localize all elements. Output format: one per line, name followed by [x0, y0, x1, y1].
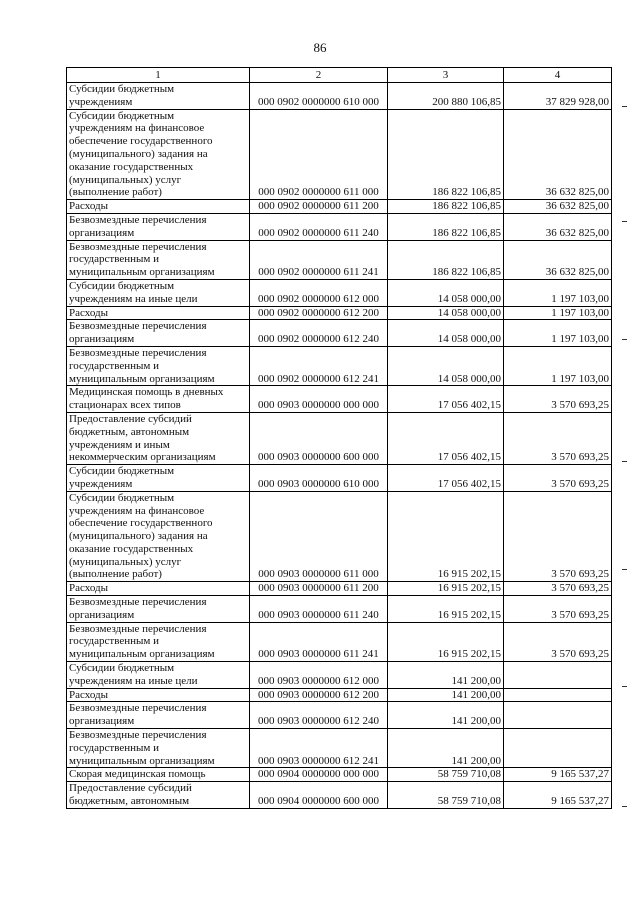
row-name-cell	[67, 782, 250, 809]
table-row	[67, 662, 612, 689]
table-row	[67, 240, 612, 279]
row-code-cell: 000 0902 0000000 612 000	[250, 279, 388, 306]
row-code-cell: 000 0903 0000000 600 000	[250, 412, 388, 464]
row-amount-1-cell: 17 056 402,15	[388, 465, 504, 492]
row-amount-1-cell: 58 759 710,08	[388, 768, 504, 782]
row-code-cell: 000 0903 0000000 611 240	[250, 596, 388, 623]
row-code-cell: 000 0902 0000000 611 200	[250, 200, 388, 214]
row-name-line: (муниципального) задания на	[69, 147, 208, 160]
margin-mark	[622, 806, 627, 807]
row-name-line: Субсидии бюджетным	[69, 662, 175, 675]
margin-mark	[622, 106, 627, 107]
row-name-line: Безвозмездные перечисления	[69, 702, 207, 715]
column-header: 3	[388, 68, 504, 83]
row-amount-1-cell: 17 056 402,15	[388, 412, 504, 464]
row-code-cell: 000 0903 0000000 611 000	[250, 491, 388, 582]
column-header: 4	[504, 68, 612, 83]
row-amount-2-cell: 1 197 103,00	[504, 346, 612, 385]
row-amount-2-cell	[504, 702, 612, 729]
row-name-cell	[67, 346, 250, 385]
row-name-line: бюджетным, автономным	[69, 425, 190, 438]
row-amount-2-cell: 3 570 693,25	[504, 465, 612, 492]
row-code-cell: 000 0902 0000000 611 240	[250, 213, 388, 240]
row-amount-1-cell: 16 915 202,15	[388, 622, 504, 661]
column-header: 2	[250, 68, 388, 83]
row-name-line: Безвозмездные перечисления	[69, 346, 207, 359]
row-code-cell: 000 0902 0000000 612 240	[250, 320, 388, 347]
row-name-line: Безвозмездные перечисления	[69, 213, 207, 226]
row-name-cell	[67, 688, 250, 702]
row-name-line: Предоставление субсидий	[69, 412, 192, 425]
row-name-line: государственным и	[69, 359, 159, 372]
row-name-line: организациям	[69, 333, 135, 346]
row-amount-1-cell: 141 200,00	[388, 729, 504, 768]
row-name-line: учреждениям на иные цели	[69, 292, 198, 305]
row-name-line: оказание государственных	[69, 160, 194, 173]
row-amount-2-cell: 1 197 103,00	[504, 306, 612, 320]
row-name-line: (муниципальных) услуг	[69, 555, 182, 568]
row-name-line: Расходы	[69, 306, 108, 319]
row-name-line: бюджетным, автономным	[69, 795, 190, 808]
row-amount-1-cell: 58 759 710,08	[388, 782, 504, 809]
row-name-line: Субсидии бюджетным	[69, 465, 175, 478]
row-name-cell	[67, 83, 250, 110]
table-row	[67, 729, 612, 768]
row-name-line: муниципальным организациям	[69, 266, 215, 279]
row-name-line: Субсидии бюджетным	[69, 279, 175, 292]
table-row	[67, 83, 612, 110]
row-amount-1-cell: 186 822 106,85	[388, 213, 504, 240]
margin-mark	[622, 686, 627, 687]
row-name-cell	[67, 582, 250, 596]
row-name-line: государственным и	[69, 741, 159, 754]
row-amount-2-cell: 36 632 825,00	[504, 213, 612, 240]
row-name-line: муниципальным организациям	[69, 372, 215, 385]
margin-mark	[622, 221, 627, 222]
row-name-line: организациям	[69, 226, 135, 239]
margin-mark	[622, 569, 627, 570]
row-amount-2-cell	[504, 729, 612, 768]
row-name-line: организациям	[69, 608, 135, 621]
table-row	[67, 320, 612, 347]
row-amount-1-cell: 200 880 106,85	[388, 83, 504, 110]
row-name-line: организациям	[69, 715, 135, 728]
table-row	[67, 386, 612, 413]
row-amount-1-cell: 14 058 000,00	[388, 306, 504, 320]
table-row	[67, 782, 612, 809]
row-name-cell	[67, 622, 250, 661]
row-amount-2-cell: 36 632 825,00	[504, 200, 612, 214]
row-amount-2-cell: 3 570 693,25	[504, 491, 612, 582]
row-name-line: Расходы	[69, 582, 108, 595]
row-code-cell: 000 0903 0000000 610 000	[250, 465, 388, 492]
row-name-line: Предоставление субсидий	[69, 782, 192, 795]
row-amount-2-cell: 1 197 103,00	[504, 279, 612, 306]
row-name-cell	[67, 109, 250, 200]
table-row	[67, 768, 612, 782]
table-body	[67, 83, 612, 809]
row-amount-2-cell: 9 165 537,27	[504, 782, 612, 809]
row-amount-1-cell: 16 915 202,15	[388, 596, 504, 623]
row-name-line: государственным и	[69, 635, 159, 648]
row-name-cell	[67, 768, 250, 782]
row-amount-2-cell	[504, 662, 612, 689]
table-row	[67, 306, 612, 320]
row-name-line: муниципальным организациям	[69, 754, 215, 767]
row-name-line: Медицинская помощь в дневных	[69, 386, 224, 399]
row-name-line: Безвозмездные перечисления	[69, 596, 207, 609]
row-name-line: Безвозмездные перечисления	[69, 320, 207, 333]
table-row	[67, 465, 612, 492]
row-name-cell	[67, 240, 250, 279]
row-name-cell	[67, 279, 250, 306]
table-row	[67, 491, 612, 582]
row-name-line: стационарах всех типов	[69, 399, 181, 412]
page-number: 86	[313, 40, 327, 55]
row-amount-2-cell: 36 632 825,00	[504, 240, 612, 279]
table-row	[67, 582, 612, 596]
row-name-line: учреждениям на финансовое	[69, 122, 205, 135]
row-name-cell	[67, 596, 250, 623]
row-name-line: учреждениям	[69, 95, 133, 108]
row-name-line: Расходы	[69, 688, 108, 701]
row-code-cell: 000 0903 0000000 612 000	[250, 662, 388, 689]
row-name-line: учреждениям и иным	[69, 438, 170, 451]
row-name-cell	[67, 320, 250, 347]
header-row	[67, 68, 612, 83]
row-name-cell	[67, 386, 250, 413]
row-code-cell: 000 0902 0000000 612 241	[250, 346, 388, 385]
row-amount-1-cell: 141 200,00	[388, 702, 504, 729]
table-row	[67, 622, 612, 661]
budget-table	[66, 67, 612, 809]
row-code-cell: 000 0903 0000000 612 200	[250, 688, 388, 702]
row-code-cell: 000 0903 0000000 612 240	[250, 702, 388, 729]
row-amount-1-cell: 17 056 402,15	[388, 386, 504, 413]
row-name-line: Безвозмездные перечисления	[69, 622, 207, 635]
row-amount-1-cell: 14 058 000,00	[388, 320, 504, 347]
row-amount-1-cell: 14 058 000,00	[388, 346, 504, 385]
row-name-line: (выполнение работ)	[69, 568, 162, 581]
row-code-cell: 000 0903 0000000 611 200	[250, 582, 388, 596]
row-amount-2-cell: 3 570 693,25	[504, 596, 612, 623]
row-name-line: (выполнение работ)	[69, 186, 162, 199]
row-name-line: учреждениям на финансовое	[69, 504, 205, 517]
table-row	[67, 109, 612, 200]
row-name-line: Субсидии бюджетным	[69, 491, 175, 504]
row-amount-2-cell: 36 632 825,00	[504, 109, 612, 200]
row-name-line: Субсидии бюджетным	[69, 109, 175, 122]
row-amount-1-cell: 186 822 106,85	[388, 200, 504, 214]
row-name-line: некоммерческим организациям	[69, 451, 216, 464]
row-code-cell: 000 0904 0000000 600 000	[250, 782, 388, 809]
row-name-line: (муниципального) задания на	[69, 530, 208, 543]
row-amount-1-cell: 14 058 000,00	[388, 279, 504, 306]
row-amount-1-cell: 16 915 202,15	[388, 582, 504, 596]
row-name-cell	[67, 213, 250, 240]
table-row	[67, 702, 612, 729]
row-amount-1-cell: 141 200,00	[388, 688, 504, 702]
table-row	[67, 213, 612, 240]
row-amount-2-cell: 9 165 537,27	[504, 768, 612, 782]
row-amount-2-cell: 3 570 693,25	[504, 582, 612, 596]
row-amount-1-cell: 141 200,00	[388, 662, 504, 689]
column-header: 1	[67, 68, 250, 83]
row-amount-2-cell: 3 570 693,25	[504, 622, 612, 661]
row-name-line: оказание государственных	[69, 542, 194, 555]
row-amount-2-cell: 37 829 928,00	[504, 83, 612, 110]
row-name-line: обеспечение государственного	[69, 517, 213, 530]
row-name-cell	[67, 412, 250, 464]
row-code-cell: 000 0903 0000000 000 000	[250, 386, 388, 413]
row-code-cell: 000 0903 0000000 612 241	[250, 729, 388, 768]
row-name-line: Безвозмездные перечисления	[69, 240, 207, 253]
row-name-cell	[67, 702, 250, 729]
row-amount-2-cell: 3 570 693,25	[504, 412, 612, 464]
row-name-cell	[67, 662, 250, 689]
table-row	[67, 346, 612, 385]
row-code-cell: 000 0902 0000000 610 000	[250, 83, 388, 110]
margin-mark	[622, 461, 627, 462]
row-code-cell: 000 0903 0000000 611 241	[250, 622, 388, 661]
row-name-line: государственным и	[69, 253, 159, 266]
row-name-line: Расходы	[69, 200, 108, 213]
row-name-cell	[67, 200, 250, 214]
row-code-cell: 000 0902 0000000 612 200	[250, 306, 388, 320]
table-row	[67, 279, 612, 306]
row-name-line: обеспечение государственного	[69, 135, 213, 148]
row-name-line: Безвозмездные перечисления	[69, 729, 207, 742]
row-name-line: Скорая медицинская помощь	[69, 768, 206, 781]
row-name-cell	[67, 729, 250, 768]
row-name-cell	[67, 306, 250, 320]
row-name-cell	[67, 465, 250, 492]
row-name-line: (муниципальных) услуг	[69, 173, 182, 186]
table-row	[67, 688, 612, 702]
row-name-line: муниципальным организациям	[69, 648, 215, 661]
table-row	[67, 200, 612, 214]
margin-mark	[622, 339, 627, 340]
row-amount-1-cell: 186 822 106,85	[388, 109, 504, 200]
row-amount-1-cell: 16 915 202,15	[388, 491, 504, 582]
row-amount-1-cell: 186 822 106,85	[388, 240, 504, 279]
row-amount-2-cell: 3 570 693,25	[504, 386, 612, 413]
row-name-line: учреждениям на иные цели	[69, 674, 198, 687]
row-amount-2-cell: 1 197 103,00	[504, 320, 612, 347]
row-code-cell: 000 0902 0000000 611 000	[250, 109, 388, 200]
table-row	[67, 596, 612, 623]
row-name-line: Субсидии бюджетным	[69, 83, 175, 95]
row-name-cell	[67, 491, 250, 582]
row-code-cell: 000 0904 0000000 000 000	[250, 768, 388, 782]
table-row	[67, 412, 612, 464]
row-name-line: учреждениям	[69, 477, 133, 490]
row-code-cell: 000 0902 0000000 611 241	[250, 240, 388, 279]
row-amount-2-cell	[504, 688, 612, 702]
